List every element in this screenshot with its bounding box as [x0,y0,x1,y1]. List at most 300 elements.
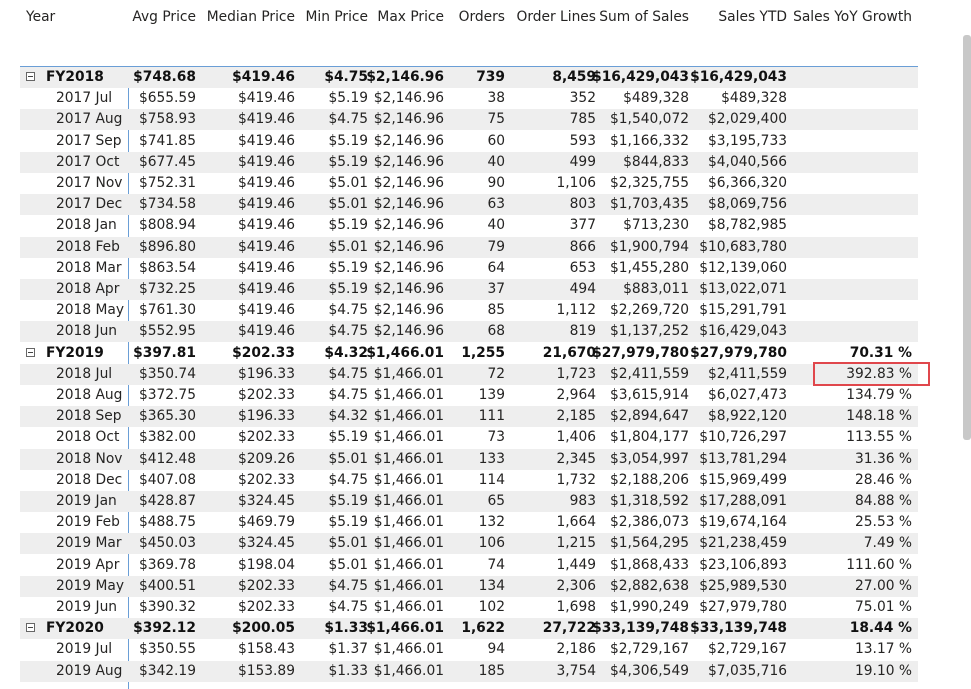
cell-order-lines: 785 [569,111,596,128]
cell-orders: 64 [487,259,505,276]
cell-sales-yoy-growth: 31.36 % [855,450,912,467]
cell-year: 2018 Sep [56,408,122,425]
cell-max-price: $1,466.01 [373,471,444,488]
cell-year: FY2019 [46,344,104,361]
cell-sales-ytd: $13,022,071 [699,281,787,297]
cell-min-price: $4.75 [328,471,368,488]
cell-order-lines: 2,306 [556,577,596,594]
cell-median-price: $419.46 [237,132,295,149]
cell-sales-ytd: $33,139,748 [690,620,787,637]
cell-avg-price: $752.31 [138,175,196,191]
cell-min-price: $5.19 [328,132,368,149]
cell-median-price: $202.33 [237,577,295,594]
cell-max-price: $2,146.96 [373,90,444,107]
header-min-price[interactable]: Min Price [305,9,368,25]
cell-orders: 134 [478,577,505,594]
cell-avg-price: $397.81 [133,344,196,361]
cell-sum-of-sales: $1,166,332 [610,132,689,149]
cell-year: 2018 Jun [56,323,118,340]
cell-orders: 94 [487,641,505,658]
cell-median-price: $419.46 [237,90,295,107]
table-group-row[interactable] [20,67,918,88]
cell-orders: 1,255 [461,344,505,361]
cell-min-price: $5.01 [328,535,368,552]
cell-median-price: $419.46 [232,69,295,85]
table-row[interactable] [20,470,918,491]
cell-orders: 132 [478,514,505,531]
cell-median-price: $202.33 [237,387,295,403]
cell-orders: 74 [487,556,505,573]
cell-median-price: $158.43 [237,641,295,658]
header-sum-of-sales[interactable]: Sum of Sales [599,9,689,25]
table-row[interactable] [20,152,918,173]
cell-min-price: $4.75 [328,365,368,382]
cell-sales-yoy-growth: 13.17 % [855,641,912,658]
cell-sales-ytd: $10,726,297 [699,429,787,446]
cell-sales-ytd: $8,922,120 [708,408,787,425]
cell-sales-ytd: $2,729,167 [708,641,787,658]
table-row[interactable] [20,279,918,300]
cell-min-price: $5.19 [328,259,368,276]
cell-orders: 40 [487,153,505,170]
cell-avg-price: $428.87 [138,493,196,509]
cell-sales-yoy-growth: 113.55 % [846,429,912,446]
table-row[interactable] [20,597,918,618]
cell-min-price: $5.19 [328,153,368,170]
cell-avg-price: $365.30 [138,408,196,425]
cell-sum-of-sales: $2,894,647 [610,408,689,425]
cell-sum-of-sales: $489,328 [623,90,689,107]
cell-orders: 75 [487,111,505,128]
cell-median-price: $202.33 [237,599,295,615]
table-row[interactable] [20,321,918,342]
cell-order-lines: 1,215 [556,535,596,552]
cell-sales-ytd: $2,029,400 [708,111,787,128]
cell-sales-ytd: $27,979,780 [690,344,787,361]
cell-sum-of-sales: $1,900,794 [610,238,689,255]
cell-sales-yoy-growth: 70.31 % [849,344,912,361]
cell-sales-ytd: $16,429,043 [699,323,787,340]
cell-sales-ytd: $27,979,780 [699,599,787,615]
cell-min-price: $5.19 [328,217,368,234]
table-row[interactable] [20,173,918,194]
cell-max-price: $2,146.96 [373,175,444,191]
collapse-toggle-icon[interactable] [26,72,35,81]
cell-sales-ytd: $16,429,043 [690,69,787,85]
cell-sales-ytd: $2,411,559 [708,365,787,382]
cell-median-price: $419.46 [237,217,295,234]
cell-median-price: $469.79 [237,514,295,531]
cell-year: 2017 Sep [56,132,122,149]
cell-median-price: $324.45 [237,493,295,509]
table-header-row [20,0,918,34]
cell-sum-of-sales: $4,306,549 [610,662,689,679]
cell-max-price: $1,466.01 [373,535,444,552]
cell-median-price: $202.33 [237,429,295,446]
header-avg-price[interactable]: Avg Price [132,9,196,25]
cell-max-price: $2,146.96 [373,259,444,276]
table-row[interactable] [20,88,918,109]
table-row[interactable] [20,215,918,236]
cell-sum-of-sales: $1,318,592 [610,493,689,509]
cell-sum-of-sales: $2,269,720 [610,302,689,319]
header-median-price[interactable]: Median Price [206,9,295,25]
cell-max-price: $2,146.96 [366,69,444,85]
cell-sum-of-sales: $16,429,043 [592,69,689,85]
cell-year: 2018 Apr [56,281,120,297]
cell-min-price: $4.75 [324,69,368,85]
cell-median-price: $419.46 [237,111,295,128]
cell-max-price: $1,466.01 [373,641,444,658]
cell-min-price: $5.01 [328,556,368,573]
cell-min-price: $5.19 [328,281,368,297]
cell-sales-ytd: $8,782,985 [708,217,787,234]
cell-median-price: $196.33 [237,365,295,382]
cell-year: 2018 Nov [56,450,123,467]
table-group-row[interactable] [20,343,918,364]
cell-min-price: $4.75 [328,387,368,403]
cell-order-lines: 377 [569,217,596,234]
table-row[interactable] [20,639,918,660]
cell-min-price: $5.01 [328,196,368,213]
cell-order-lines: 866 [569,238,596,255]
cell-median-price: $153.89 [237,662,295,679]
table-row[interactable] [20,512,918,533]
cell-year: 2018 Dec [56,471,123,488]
cell-sum-of-sales: $1,804,177 [610,429,689,446]
header-orders[interactable]: Orders [458,9,505,25]
cell-sales-ytd: $6,027,473 [708,387,787,403]
cell-avg-price: $342.19 [138,662,196,679]
cell-min-price: $5.19 [328,514,368,531]
cell-year: 2018 Mar [56,259,122,276]
header-max-price[interactable]: Max Price [377,9,444,25]
cell-min-price: $4.75 [328,599,368,615]
cell-sum-of-sales: $2,729,167 [610,641,689,658]
cell-order-lines: 27,722 [542,620,596,637]
cell-sum-of-sales: $883,011 [623,281,689,297]
cell-sum-of-sales: $1,868,433 [610,556,689,573]
table-row[interactable] [20,300,918,321]
cell-min-price: $4.75 [328,302,368,319]
cell-avg-price: $552.95 [138,323,196,340]
collapse-toggle-icon[interactable] [26,623,35,632]
table-row[interactable] [20,427,918,448]
cell-orders: 90 [487,175,505,191]
cell-year: 2017 Jul [56,90,113,107]
cell-order-lines: 8,459 [552,69,596,85]
cell-year: 2017 Nov [56,175,123,191]
cell-sales-yoy-growth: 19.10 % [855,662,912,679]
table-row[interactable] [20,131,918,152]
cell-median-price: $324.45 [237,535,295,552]
cell-order-lines: 1,664 [556,514,596,531]
header-year[interactable]: Year [26,9,56,25]
cell-sales-ytd: $15,969,499 [699,471,787,488]
cell-year: 2019 Jul [56,641,113,658]
cell-sales-ytd: $4,040,566 [708,153,787,170]
cell-year: FY2018 [46,69,104,85]
cell-median-price: $209.26 [237,450,295,467]
cell-median-price: $419.46 [237,302,295,319]
cell-orders: 106 [478,535,505,552]
cell-year: 2019 Jun [56,599,118,615]
cell-avg-price: $896.80 [138,238,196,255]
table-row[interactable] [20,661,918,682]
cell-orders: 1,622 [461,620,505,637]
cell-max-price: $1,466.01 [373,599,444,615]
cell-sum-of-sales: $713,230 [623,217,689,234]
cell-sales-ytd: $17,288,091 [699,493,787,509]
cell-sum-of-sales: $2,325,755 [610,175,689,191]
cell-sales-yoy-growth: 111.60 % [846,556,912,573]
cell-year: 2019 Aug [56,662,123,679]
cell-min-price: $4.75 [328,323,368,340]
cell-order-lines: 803 [569,196,596,213]
cell-max-price: $1,466.01 [373,577,444,594]
cell-sum-of-sales: $2,411,559 [610,365,689,382]
cell-max-price: $1,466.01 [373,429,444,446]
cell-avg-price: $741.85 [138,132,196,149]
cell-year: 2019 Mar [56,535,122,552]
cell-order-lines: 1,106 [556,175,596,191]
cell-year: 2018 May [56,302,125,319]
cell-orders: 73 [487,429,505,446]
cell-sum-of-sales: $2,882,638 [610,577,689,594]
cell-sales-yoy-growth: 27.00 % [855,577,912,594]
cell-orders: 111 [478,408,505,425]
cell-avg-price: $372.75 [138,387,196,403]
table-row[interactable] [20,385,918,406]
cell-avg-price: $758.93 [138,111,196,128]
cell-min-price: $4.32 [328,408,368,425]
cell-sum-of-sales: $1,540,072 [610,111,689,128]
cell-year: 2018 Feb [56,238,120,255]
cell-sum-of-sales: $844,833 [623,153,689,170]
cell-avg-price: $450.03 [138,535,196,552]
cell-year: FY2020 [46,620,104,637]
cell-year: 2018 Jan [56,217,117,234]
cell-avg-price: $748.68 [133,69,196,85]
cell-sum-of-sales: $2,188,206 [610,471,689,488]
cell-sales-yoy-growth: 18.44 % [849,620,912,637]
cell-sales-yoy-growth: 148.18 % [846,408,912,425]
cell-avg-price: $734.58 [138,196,196,213]
cell-max-price: $2,146.96 [373,196,444,213]
cell-sum-of-sales: $27,979,780 [592,344,689,361]
cell-avg-price: $369.78 [138,556,196,573]
cell-order-lines: 653 [569,259,596,276]
cell-avg-price: $350.55 [138,641,196,658]
cell-orders: 185 [478,662,505,679]
cell-median-price: $419.46 [237,175,295,191]
cell-orders: 63 [487,196,505,213]
cell-avg-price: $392.12 [133,620,196,637]
cell-orders: 85 [487,302,505,319]
cell-sum-of-sales: $3,615,914 [610,387,689,403]
cell-sum-of-sales: $3,054,997 [610,450,689,467]
cell-order-lines: 3,754 [556,662,596,679]
cell-sum-of-sales: $1,564,295 [610,535,689,552]
collapse-toggle-icon[interactable] [26,348,35,357]
cell-order-lines: 2,186 [556,641,596,658]
cell-avg-price: $732.25 [138,281,196,297]
cell-year: 2019 May [56,577,125,594]
cell-max-price: $1,466.01 [366,344,444,361]
cell-sum-of-sales: $1,137,252 [610,323,689,340]
cell-sum-of-sales: $1,703,435 [610,196,689,213]
cell-min-price: $1.33 [328,662,368,679]
header-sales-yoy-growth[interactable]: Sales YoY Growth [793,9,912,25]
cell-sum-of-sales: $1,990,249 [610,599,689,615]
cell-orders: 114 [478,471,505,488]
cell-order-lines: 1,698 [556,599,596,615]
cell-order-lines: 1,406 [556,429,596,446]
cell-sales-ytd: $6,366,320 [708,175,787,191]
cell-year: 2017 Dec [56,196,123,213]
cell-median-price: $419.46 [237,196,295,213]
cell-min-price: $5.01 [328,450,368,467]
cell-sales-yoy-growth: 134.79 % [846,387,912,403]
cell-orders: 68 [487,323,505,340]
cell-max-price: $1,466.01 [373,408,444,425]
highlight-annotation-box [813,362,930,386]
table-row[interactable] [20,406,918,427]
cell-sales-yoy-growth: 392.83 % [846,365,912,382]
cell-orders: 139 [478,387,505,403]
cell-sum-of-sales: $1,455,280 [610,259,689,276]
cell-min-price: $4.32 [324,344,368,361]
cell-year: 2017 Aug [56,111,123,128]
table-row[interactable] [20,364,918,385]
cell-year: 2018 Oct [56,429,120,446]
cell-sales-yoy-growth: 75.01 % [855,599,912,615]
cell-median-price: $198.04 [237,556,295,573]
table-row[interactable] [20,237,918,258]
cell-avg-price: $400.51 [138,577,196,594]
cell-sales-ytd: $489,328 [721,90,787,107]
cell-order-lines: 21,670 [542,344,596,361]
cell-order-lines: 1,449 [556,556,596,573]
cell-avg-price: $412.48 [138,450,196,467]
cell-avg-price: $655.59 [138,90,196,107]
cell-max-price: $1,466.01 [373,556,444,573]
cell-sales-ytd: $25,989,530 [699,577,787,594]
cell-year: 2019 Apr [56,556,120,573]
cell-sales-ytd: $19,674,164 [699,514,787,531]
cell-min-price: $4.75 [328,577,368,594]
cell-order-lines: 819 [569,323,596,340]
cell-min-price: $5.19 [328,90,368,107]
cell-order-lines: 499 [569,153,596,170]
cell-sales-yoy-growth: 25.53 % [855,514,912,531]
cell-avg-price: $808.94 [138,217,196,234]
cell-year: 2019 Jan [56,493,117,509]
vertical-scrollbar-thumb[interactable] [963,35,971,440]
cell-avg-price: $382.00 [138,429,196,446]
cell-sales-ytd: $8,069,756 [708,196,787,213]
table-row[interactable] [20,194,918,215]
cell-orders: 79 [487,238,505,255]
cell-order-lines: 593 [569,132,596,149]
cell-max-price: $2,146.96 [373,302,444,319]
cell-max-price: $1,466.01 [373,365,444,382]
cell-orders: 65 [487,493,505,509]
cell-median-price: $419.46 [237,153,295,170]
cell-sales-ytd: $13,781,294 [699,450,787,467]
cell-avg-price: $488.75 [138,514,196,531]
cell-year: 2018 Aug [56,387,123,403]
cell-sales-ytd: $3,195,733 [708,132,787,149]
cell-orders: 40 [487,217,505,234]
cell-sum-of-sales: $2,386,073 [610,514,689,531]
cell-orders: 739 [476,69,505,85]
cell-max-price: $1,466.01 [373,493,444,509]
cell-orders: 102 [478,599,505,615]
cell-sum-of-sales: $33,139,748 [592,620,689,637]
table-row[interactable] [20,258,918,279]
cell-min-price: $4.75 [328,111,368,128]
cell-avg-price: $677.45 [138,153,196,170]
table-row[interactable] [20,555,918,576]
cell-median-price: $202.33 [237,471,295,488]
cell-orders: 38 [487,90,505,107]
header-sales-ytd[interactable]: Sales YTD [718,9,787,25]
cell-median-price: $200.05 [232,620,295,637]
table-row[interactable] [20,576,918,597]
cell-sales-ytd: $15,291,791 [699,302,787,319]
header-order-lines[interactable]: Order Lines [516,9,596,25]
cell-min-price: $5.19 [328,429,368,446]
cell-orders: 37 [487,281,505,297]
cell-max-price: $1,466.01 [366,620,444,637]
cell-min-price: $5.01 [328,238,368,255]
table-row[interactable] [20,449,918,470]
cell-orders: 72 [487,365,505,382]
cell-year: 2017 Oct [56,153,120,170]
cell-sales-ytd: $12,139,060 [699,259,787,276]
cell-order-lines: 352 [569,90,596,107]
cell-min-price: $1.37 [328,641,368,658]
cell-median-price: $419.46 [237,281,295,297]
cell-max-price: $2,146.96 [373,238,444,255]
cell-avg-price: $761.30 [138,302,196,319]
cell-max-price: $2,146.96 [373,323,444,340]
cell-order-lines: 2,185 [556,408,596,425]
cell-avg-price: $863.54 [138,259,196,276]
cell-max-price: $2,146.96 [373,281,444,297]
cell-avg-price: $390.32 [138,599,196,615]
cell-sales-ytd: $21,238,459 [699,535,787,552]
cell-sales-yoy-growth: 7.49 % [863,535,912,552]
table-row[interactable] [20,533,918,554]
cell-order-lines: 1,732 [556,471,596,488]
cell-order-lines: 1,723 [556,365,596,382]
cell-max-price: $1,466.01 [373,450,444,467]
cell-year: 2018 Jul [56,365,113,382]
cell-sales-yoy-growth: 28.46 % [855,471,912,488]
cell-sales-ytd: $10,683,780 [699,238,787,255]
table-group-row[interactable] [20,618,918,639]
cell-max-price: $1,466.01 [373,387,444,403]
cell-median-price: $419.46 [237,238,295,255]
cell-sales-yoy-growth: 84.88 % [855,493,912,509]
cell-avg-price: $407.08 [138,471,196,488]
table-row[interactable] [20,109,918,130]
table-row[interactable] [20,491,918,512]
cell-max-price: $1,466.01 [373,662,444,679]
cell-max-price: $2,146.96 [373,111,444,128]
